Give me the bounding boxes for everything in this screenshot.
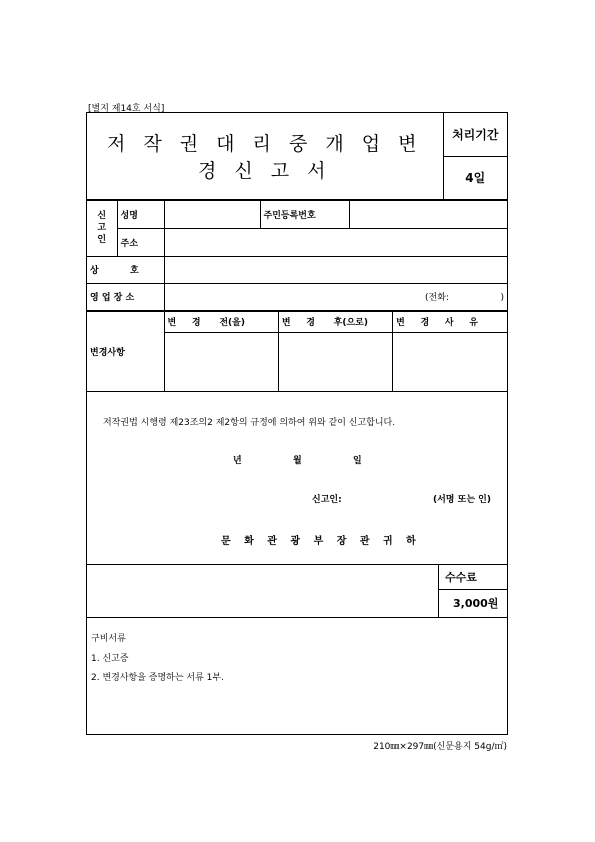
signer-label: 신고인:: [312, 494, 342, 505]
trade-name-label: 상 호: [87, 256, 164, 283]
applicant-label-char: 고: [97, 223, 107, 233]
change-reason-field[interactable]: [393, 332, 507, 391]
processing-period-value: 4일: [443, 156, 507, 199]
address-field[interactable]: [164, 228, 507, 256]
paper-size-note: 210㎜×297㎜(신문용지 54g/㎡): [373, 742, 507, 752]
declaration-text: 저작권법 시행령 제23조의2 제2항의 규정에 의하여 위와 같이 신고합니다.: [103, 417, 396, 428]
form-title: 저 작 권 대 리 중 개 업 변 경 신 고 서: [87, 113, 443, 199]
change-label: 변경사항: [87, 311, 164, 391]
phone-label: (전화: ): [425, 293, 504, 303]
date-month: 월: [293, 455, 302, 466]
after-change-field[interactable]: [278, 332, 392, 391]
after-change-header: 변 경 후(으로): [278, 311, 392, 332]
processing-period-label: 처리기간: [443, 113, 507, 156]
attachments-title: 구비서류: [91, 633, 126, 644]
applicant-group-label: [87, 200, 117, 256]
before-change-field[interactable]: [164, 332, 278, 391]
signature-note: (서명 또는 인): [433, 494, 491, 505]
address-label: 주소: [117, 228, 164, 256]
form-number: [별지 제14호 서식]: [88, 104, 165, 114]
recipient: 문 화 관 광 부 장 관 귀 하: [221, 535, 421, 547]
date-day: 일: [353, 455, 362, 466]
fee-label: 수수료: [438, 565, 508, 590]
id-number-label: 주민등록번호: [260, 200, 349, 228]
attachments-block: [87, 618, 507, 738]
attachment-item: 2. 변경사항을 증명하는 서류 1부.: [91, 672, 224, 683]
trade-name-field[interactable]: [164, 256, 507, 283]
declaration-block: [87, 392, 507, 565]
date-year: 년: [233, 455, 242, 466]
business-place-label: 영 업 장 소: [87, 283, 164, 310]
attachment-item: 1. 신고증: [91, 653, 129, 664]
applicant-label-char: 인: [97, 235, 107, 245]
fee-block: [87, 565, 507, 618]
name-field[interactable]: [164, 200, 260, 228]
id-number-field[interactable]: [349, 200, 507, 228]
before-change-header: 변 경 전(을): [164, 311, 278, 332]
name-label: 성명: [117, 200, 164, 228]
form-frame: [86, 112, 508, 735]
applicant-label-char: 신: [97, 211, 107, 221]
business-place-field[interactable]: [164, 283, 507, 310]
change-reason-header: 변 경 사 유: [393, 311, 507, 332]
fee-value: 3,000원: [438, 590, 508, 617]
